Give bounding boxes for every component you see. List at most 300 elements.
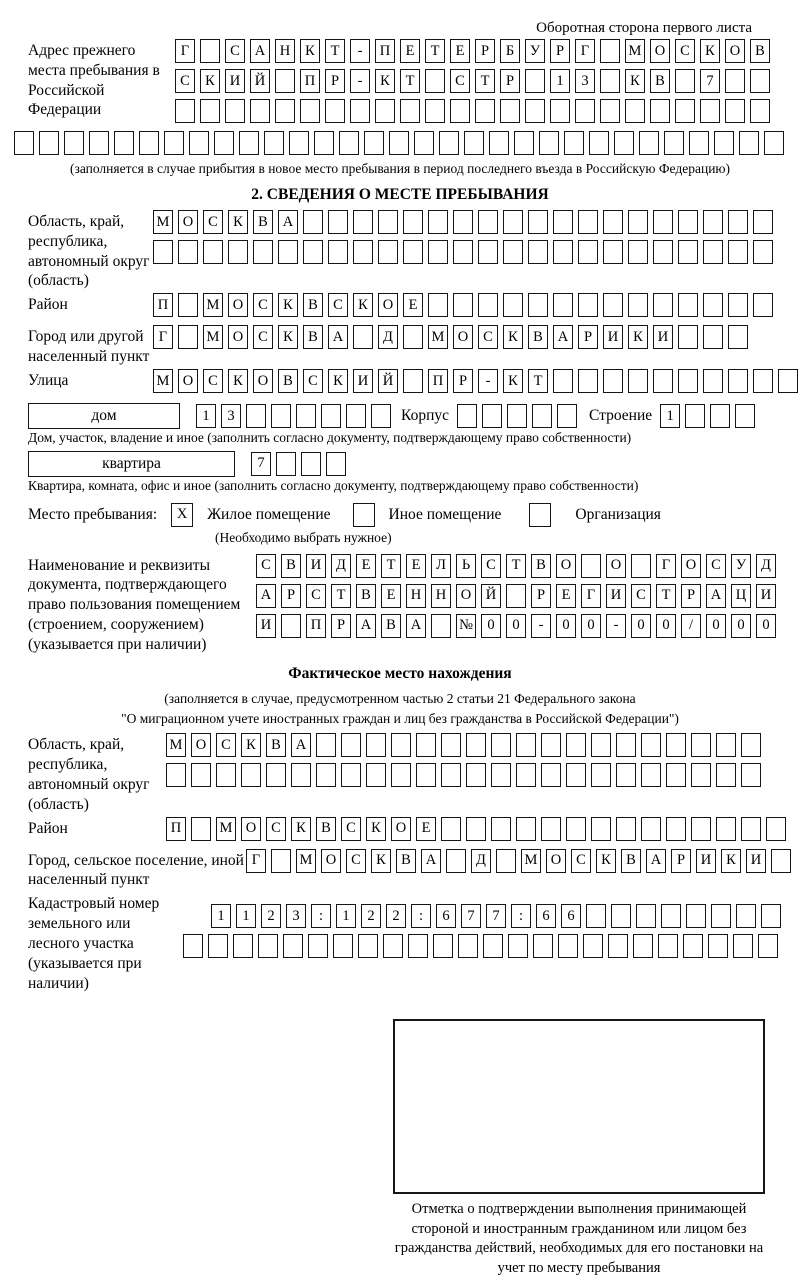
- char-cell[interactable]: [761, 904, 781, 928]
- char-cell[interactable]: [553, 293, 573, 317]
- char-cell[interactable]: К: [200, 69, 220, 93]
- char-cell[interactable]: И: [746, 849, 766, 873]
- char-cell[interactable]: В: [381, 614, 401, 638]
- char-cell[interactable]: [239, 131, 259, 155]
- char-cell[interactable]: А: [278, 210, 298, 234]
- char-cell[interactable]: О: [650, 39, 670, 63]
- char-cell[interactable]: Д: [378, 325, 398, 349]
- char-cell[interactable]: [578, 369, 598, 393]
- char-cell[interactable]: [341, 733, 361, 757]
- char-cell[interactable]: Е: [381, 584, 401, 608]
- char-cell[interactable]: 7: [251, 452, 271, 476]
- char-cell[interactable]: [191, 817, 211, 841]
- char-cell[interactable]: [328, 210, 348, 234]
- char-cell[interactable]: Г: [581, 584, 601, 608]
- char-cell[interactable]: А: [406, 614, 426, 638]
- char-cell[interactable]: Р: [550, 39, 570, 63]
- char-cell[interactable]: [276, 452, 296, 476]
- char-cell[interactable]: [314, 131, 334, 155]
- char-cell[interactable]: [753, 293, 773, 317]
- char-cell[interactable]: К: [328, 369, 348, 393]
- char-cell[interactable]: [466, 817, 486, 841]
- char-cell[interactable]: [553, 240, 573, 264]
- char-cell[interactable]: К: [596, 849, 616, 873]
- char-cell[interactable]: [414, 131, 434, 155]
- char-cell[interactable]: У: [525, 39, 545, 63]
- char-cell[interactable]: В: [396, 849, 416, 873]
- char-cell[interactable]: 0: [556, 614, 576, 638]
- char-cell[interactable]: [271, 849, 291, 873]
- char-cell[interactable]: С: [631, 584, 651, 608]
- char-cell[interactable]: [283, 934, 303, 958]
- char-cell[interactable]: М: [203, 325, 223, 349]
- char-cell[interactable]: [725, 99, 745, 123]
- char-cell[interactable]: [700, 99, 720, 123]
- char-cell[interactable]: [214, 131, 234, 155]
- char-cell[interactable]: [325, 99, 345, 123]
- char-cell[interactable]: К: [628, 325, 648, 349]
- char-cell[interactable]: Р: [453, 369, 473, 393]
- char-cell[interactable]: 0: [731, 614, 751, 638]
- char-cell[interactable]: В: [528, 325, 548, 349]
- char-cell[interactable]: Т: [656, 584, 676, 608]
- char-cell[interactable]: К: [503, 325, 523, 349]
- char-cell[interactable]: К: [366, 817, 386, 841]
- char-cell[interactable]: А: [256, 584, 276, 608]
- char-cell[interactable]: Г: [153, 325, 173, 349]
- char-cell[interactable]: Р: [578, 325, 598, 349]
- char-cell[interactable]: Т: [400, 69, 420, 93]
- char-cell[interactable]: [711, 904, 731, 928]
- char-cell[interactable]: 0: [506, 614, 526, 638]
- char-cell[interactable]: С: [450, 69, 470, 93]
- char-cell[interactable]: О: [178, 369, 198, 393]
- char-cell[interactable]: Й: [481, 584, 501, 608]
- char-cell[interactable]: М: [216, 817, 236, 841]
- char-cell[interactable]: С: [675, 39, 695, 63]
- char-cell[interactable]: [558, 934, 578, 958]
- char-cell[interactable]: [641, 733, 661, 757]
- char-cell[interactable]: [675, 99, 695, 123]
- char-cell[interactable]: А: [250, 39, 270, 63]
- char-cell[interactable]: [425, 99, 445, 123]
- char-cell[interactable]: 1: [211, 904, 231, 928]
- char-cell[interactable]: [416, 763, 436, 787]
- char-cell[interactable]: [464, 131, 484, 155]
- char-cell[interactable]: С: [306, 584, 326, 608]
- char-cell[interactable]: 7: [700, 69, 720, 93]
- char-cell[interactable]: [428, 240, 448, 264]
- char-cell[interactable]: [303, 210, 323, 234]
- char-cell[interactable]: [750, 99, 770, 123]
- char-cell[interactable]: О: [546, 849, 566, 873]
- char-cell[interactable]: [271, 404, 291, 428]
- char-cell[interactable]: [664, 131, 684, 155]
- char-cell[interactable]: [246, 404, 266, 428]
- char-cell[interactable]: [728, 325, 748, 349]
- char-cell[interactable]: 2: [386, 904, 406, 928]
- char-cell[interactable]: [750, 69, 770, 93]
- char-cell[interactable]: [661, 904, 681, 928]
- char-cell[interactable]: П: [428, 369, 448, 393]
- char-cell[interactable]: [478, 210, 498, 234]
- checkbox-other-premises[interactable]: [353, 503, 375, 527]
- char-cell[interactable]: И: [225, 69, 245, 93]
- char-cell[interactable]: [550, 99, 570, 123]
- char-cell[interactable]: Р: [681, 584, 701, 608]
- char-cell[interactable]: [653, 210, 673, 234]
- char-cell[interactable]: А: [328, 325, 348, 349]
- char-cell[interactable]: 0: [631, 614, 651, 638]
- char-cell[interactable]: 6: [436, 904, 456, 928]
- char-cell[interactable]: 1: [550, 69, 570, 93]
- char-cell[interactable]: [725, 69, 745, 93]
- char-cell[interactable]: Р: [331, 614, 351, 638]
- char-cell[interactable]: [416, 733, 436, 757]
- char-cell[interactable]: Т: [331, 584, 351, 608]
- char-cell[interactable]: [378, 210, 398, 234]
- char-cell[interactable]: [482, 404, 502, 428]
- char-cell[interactable]: [403, 369, 423, 393]
- char-cell[interactable]: С: [216, 733, 236, 757]
- char-cell[interactable]: [308, 934, 328, 958]
- char-cell[interactable]: [431, 614, 451, 638]
- char-cell[interactable]: [683, 934, 703, 958]
- char-cell[interactable]: О: [241, 817, 261, 841]
- char-cell[interactable]: О: [228, 325, 248, 349]
- char-cell[interactable]: -: [531, 614, 551, 638]
- char-cell[interactable]: [178, 293, 198, 317]
- char-cell[interactable]: [557, 404, 577, 428]
- char-cell[interactable]: К: [625, 69, 645, 93]
- char-cell[interactable]: [289, 131, 309, 155]
- char-cell[interactable]: И: [653, 325, 673, 349]
- char-cell[interactable]: [166, 763, 186, 787]
- char-cell[interactable]: [553, 210, 573, 234]
- char-cell[interactable]: Р: [671, 849, 691, 873]
- char-cell[interactable]: [600, 39, 620, 63]
- char-cell[interactable]: Е: [400, 39, 420, 63]
- char-cell[interactable]: [653, 240, 673, 264]
- char-cell[interactable]: М: [153, 210, 173, 234]
- char-cell[interactable]: [591, 763, 611, 787]
- char-cell[interactable]: :: [311, 904, 331, 928]
- char-cell[interactable]: Р: [475, 39, 495, 63]
- char-cell[interactable]: [507, 404, 527, 428]
- char-cell[interactable]: П: [153, 293, 173, 317]
- char-cell[interactable]: [678, 293, 698, 317]
- char-cell[interactable]: [636, 904, 656, 928]
- char-cell[interactable]: [532, 404, 552, 428]
- char-cell[interactable]: [183, 934, 203, 958]
- char-cell[interactable]: -: [478, 369, 498, 393]
- char-cell[interactable]: В: [621, 849, 641, 873]
- char-cell[interactable]: К: [228, 369, 248, 393]
- char-cell[interactable]: 1: [236, 904, 256, 928]
- char-cell[interactable]: [428, 210, 448, 234]
- char-cell[interactable]: [89, 131, 109, 155]
- char-cell[interactable]: К: [241, 733, 261, 757]
- char-cell[interactable]: [625, 99, 645, 123]
- char-cell[interactable]: Й: [250, 69, 270, 93]
- char-cell[interactable]: [506, 584, 526, 608]
- char-cell[interactable]: [764, 131, 784, 155]
- char-cell[interactable]: Е: [403, 293, 423, 317]
- char-cell[interactable]: Н: [431, 584, 451, 608]
- char-cell[interactable]: Л: [431, 554, 451, 578]
- char-cell[interactable]: [253, 240, 273, 264]
- char-cell[interactable]: В: [356, 584, 376, 608]
- char-cell[interactable]: 0: [656, 614, 676, 638]
- char-cell[interactable]: [266, 763, 286, 787]
- char-cell[interactable]: О: [378, 293, 398, 317]
- char-cell[interactable]: [375, 99, 395, 123]
- char-cell[interactable]: С: [175, 69, 195, 93]
- char-cell[interactable]: [703, 240, 723, 264]
- char-cell[interactable]: И: [603, 325, 623, 349]
- char-cell[interactable]: [528, 293, 548, 317]
- char-cell[interactable]: [678, 369, 698, 393]
- char-cell[interactable]: [39, 131, 59, 155]
- char-cell[interactable]: [728, 369, 748, 393]
- char-cell[interactable]: К: [278, 293, 298, 317]
- char-cell[interactable]: [389, 131, 409, 155]
- char-cell[interactable]: С: [225, 39, 245, 63]
- char-cell[interactable]: [528, 240, 548, 264]
- char-cell[interactable]: К: [278, 325, 298, 349]
- char-cell[interactable]: С: [203, 369, 223, 393]
- char-cell[interactable]: В: [650, 69, 670, 93]
- char-cell[interactable]: Т: [425, 39, 445, 63]
- char-cell[interactable]: 1: [336, 904, 356, 928]
- char-cell[interactable]: [281, 614, 301, 638]
- char-cell[interactable]: [710, 404, 730, 428]
- char-cell[interactable]: [653, 369, 673, 393]
- char-cell[interactable]: С: [346, 849, 366, 873]
- char-cell[interactable]: Г: [175, 39, 195, 63]
- char-cell[interactable]: 1: [196, 404, 216, 428]
- char-cell[interactable]: [616, 733, 636, 757]
- char-cell[interactable]: [275, 69, 295, 93]
- char-cell[interactable]: [14, 131, 34, 155]
- char-cell[interactable]: 7: [461, 904, 481, 928]
- char-cell[interactable]: [328, 240, 348, 264]
- char-cell[interactable]: С: [571, 849, 591, 873]
- char-cell[interactable]: Г: [246, 849, 266, 873]
- char-cell[interactable]: О: [253, 369, 273, 393]
- char-cell[interactable]: С: [253, 325, 273, 349]
- char-cell[interactable]: [400, 99, 420, 123]
- char-cell[interactable]: [503, 210, 523, 234]
- char-cell[interactable]: [628, 240, 648, 264]
- char-cell[interactable]: [578, 293, 598, 317]
- char-cell[interactable]: [139, 131, 159, 155]
- char-cell[interactable]: А: [646, 849, 666, 873]
- char-cell[interactable]: 0: [581, 614, 601, 638]
- char-cell[interactable]: [264, 131, 284, 155]
- char-cell[interactable]: [208, 934, 228, 958]
- char-cell[interactable]: Р: [325, 69, 345, 93]
- char-cell[interactable]: И: [756, 584, 776, 608]
- char-cell[interactable]: [666, 733, 686, 757]
- char-cell[interactable]: Е: [356, 554, 376, 578]
- char-cell[interactable]: [491, 763, 511, 787]
- checkbox-residential[interactable]: X: [171, 503, 193, 527]
- char-cell[interactable]: М: [296, 849, 316, 873]
- char-cell[interactable]: [735, 404, 755, 428]
- char-cell[interactable]: [600, 69, 620, 93]
- char-cell[interactable]: [583, 934, 603, 958]
- char-cell[interactable]: [503, 240, 523, 264]
- char-cell[interactable]: [114, 131, 134, 155]
- char-cell[interactable]: О: [681, 554, 701, 578]
- char-cell[interactable]: [225, 99, 245, 123]
- char-cell[interactable]: П: [375, 39, 395, 63]
- char-cell[interactable]: [441, 763, 461, 787]
- char-cell[interactable]: [650, 99, 670, 123]
- char-cell[interactable]: С: [341, 817, 361, 841]
- char-cell[interactable]: [233, 934, 253, 958]
- char-cell[interactable]: О: [178, 210, 198, 234]
- char-cell[interactable]: С: [266, 817, 286, 841]
- char-cell[interactable]: 3: [221, 404, 241, 428]
- char-cell[interactable]: [689, 131, 709, 155]
- char-cell[interactable]: [403, 210, 423, 234]
- char-cell[interactable]: [716, 817, 736, 841]
- char-cell[interactable]: [203, 240, 223, 264]
- char-cell[interactable]: К: [721, 849, 741, 873]
- char-cell[interactable]: [408, 934, 428, 958]
- char-cell[interactable]: -: [350, 69, 370, 93]
- char-cell[interactable]: К: [291, 817, 311, 841]
- char-cell[interactable]: [641, 763, 661, 787]
- char-cell[interactable]: Ц: [731, 584, 751, 608]
- char-cell[interactable]: [586, 904, 606, 928]
- char-cell[interactable]: [428, 293, 448, 317]
- char-cell[interactable]: М: [166, 733, 186, 757]
- char-cell[interactable]: [457, 404, 477, 428]
- char-cell[interactable]: В: [303, 325, 323, 349]
- char-cell[interactable]: 6: [561, 904, 581, 928]
- char-cell[interactable]: В: [316, 817, 336, 841]
- char-cell[interactable]: Т: [506, 554, 526, 578]
- char-cell[interactable]: [353, 210, 373, 234]
- char-cell[interactable]: [691, 733, 711, 757]
- char-cell[interactable]: [200, 39, 220, 63]
- char-cell[interactable]: К: [375, 69, 395, 93]
- char-cell[interactable]: Т: [475, 69, 495, 93]
- char-cell[interactable]: П: [306, 614, 326, 638]
- char-cell[interactable]: [366, 763, 386, 787]
- char-cell[interactable]: С: [253, 293, 273, 317]
- char-cell[interactable]: [739, 131, 759, 155]
- char-cell[interactable]: [478, 240, 498, 264]
- char-cell[interactable]: [491, 733, 511, 757]
- char-cell[interactable]: [291, 763, 311, 787]
- char-cell[interactable]: [639, 131, 659, 155]
- char-cell[interactable]: [728, 210, 748, 234]
- char-cell[interactable]: [258, 934, 278, 958]
- char-cell[interactable]: Р: [500, 69, 520, 93]
- char-cell[interactable]: И: [256, 614, 276, 638]
- char-cell[interactable]: [303, 240, 323, 264]
- char-cell[interactable]: С: [203, 210, 223, 234]
- char-cell[interactable]: [578, 210, 598, 234]
- char-cell[interactable]: [483, 934, 503, 958]
- char-cell[interactable]: [753, 210, 773, 234]
- char-cell[interactable]: О: [456, 584, 476, 608]
- char-cell[interactable]: 0: [706, 614, 726, 638]
- char-cell[interactable]: [339, 131, 359, 155]
- char-cell[interactable]: [564, 131, 584, 155]
- char-cell[interactable]: Й: [378, 369, 398, 393]
- char-cell[interactable]: [228, 240, 248, 264]
- char-cell[interactable]: К: [353, 293, 373, 317]
- char-cell[interactable]: С: [478, 325, 498, 349]
- char-cell[interactable]: Е: [406, 554, 426, 578]
- char-cell[interactable]: :: [511, 904, 531, 928]
- char-cell[interactable]: 0: [756, 614, 776, 638]
- char-cell[interactable]: [296, 404, 316, 428]
- char-cell[interactable]: К: [300, 39, 320, 63]
- char-cell[interactable]: [578, 240, 598, 264]
- char-cell[interactable]: [703, 325, 723, 349]
- char-cell[interactable]: И: [696, 849, 716, 873]
- char-cell[interactable]: Р: [281, 584, 301, 608]
- char-cell[interactable]: [475, 99, 495, 123]
- char-cell[interactable]: Н: [275, 39, 295, 63]
- char-cell[interactable]: [333, 934, 353, 958]
- char-cell[interactable]: [581, 554, 601, 578]
- char-cell[interactable]: [191, 763, 211, 787]
- char-cell[interactable]: [64, 131, 84, 155]
- char-cell[interactable]: 2: [261, 904, 281, 928]
- char-cell[interactable]: [658, 934, 678, 958]
- char-cell[interactable]: [678, 325, 698, 349]
- char-cell[interactable]: [378, 240, 398, 264]
- char-cell[interactable]: [503, 293, 523, 317]
- char-cell[interactable]: [358, 934, 378, 958]
- char-cell[interactable]: [496, 849, 516, 873]
- char-cell[interactable]: -: [350, 39, 370, 63]
- char-cell[interactable]: [566, 817, 586, 841]
- char-cell[interactable]: 0: [481, 614, 501, 638]
- char-cell[interactable]: П: [300, 69, 320, 93]
- char-cell[interactable]: 6: [536, 904, 556, 928]
- char-cell[interactable]: Д: [331, 554, 351, 578]
- char-cell[interactable]: [403, 325, 423, 349]
- char-cell[interactable]: [178, 325, 198, 349]
- char-cell[interactable]: Е: [450, 39, 470, 63]
- char-cell[interactable]: [691, 763, 711, 787]
- char-cell[interactable]: [175, 99, 195, 123]
- char-cell[interactable]: [678, 240, 698, 264]
- char-cell[interactable]: [450, 99, 470, 123]
- char-cell[interactable]: В: [750, 39, 770, 63]
- char-cell[interactable]: [778, 369, 798, 393]
- char-cell[interactable]: [489, 131, 509, 155]
- char-cell[interactable]: Г: [575, 39, 595, 63]
- char-cell[interactable]: Е: [416, 817, 436, 841]
- char-cell[interactable]: [353, 325, 373, 349]
- char-cell[interactable]: А: [291, 733, 311, 757]
- char-cell[interactable]: К: [228, 210, 248, 234]
- char-cell[interactable]: О: [453, 325, 473, 349]
- char-cell[interactable]: [541, 817, 561, 841]
- char-cell[interactable]: [250, 99, 270, 123]
- char-cell[interactable]: Т: [528, 369, 548, 393]
- char-cell[interactable]: У: [731, 554, 751, 578]
